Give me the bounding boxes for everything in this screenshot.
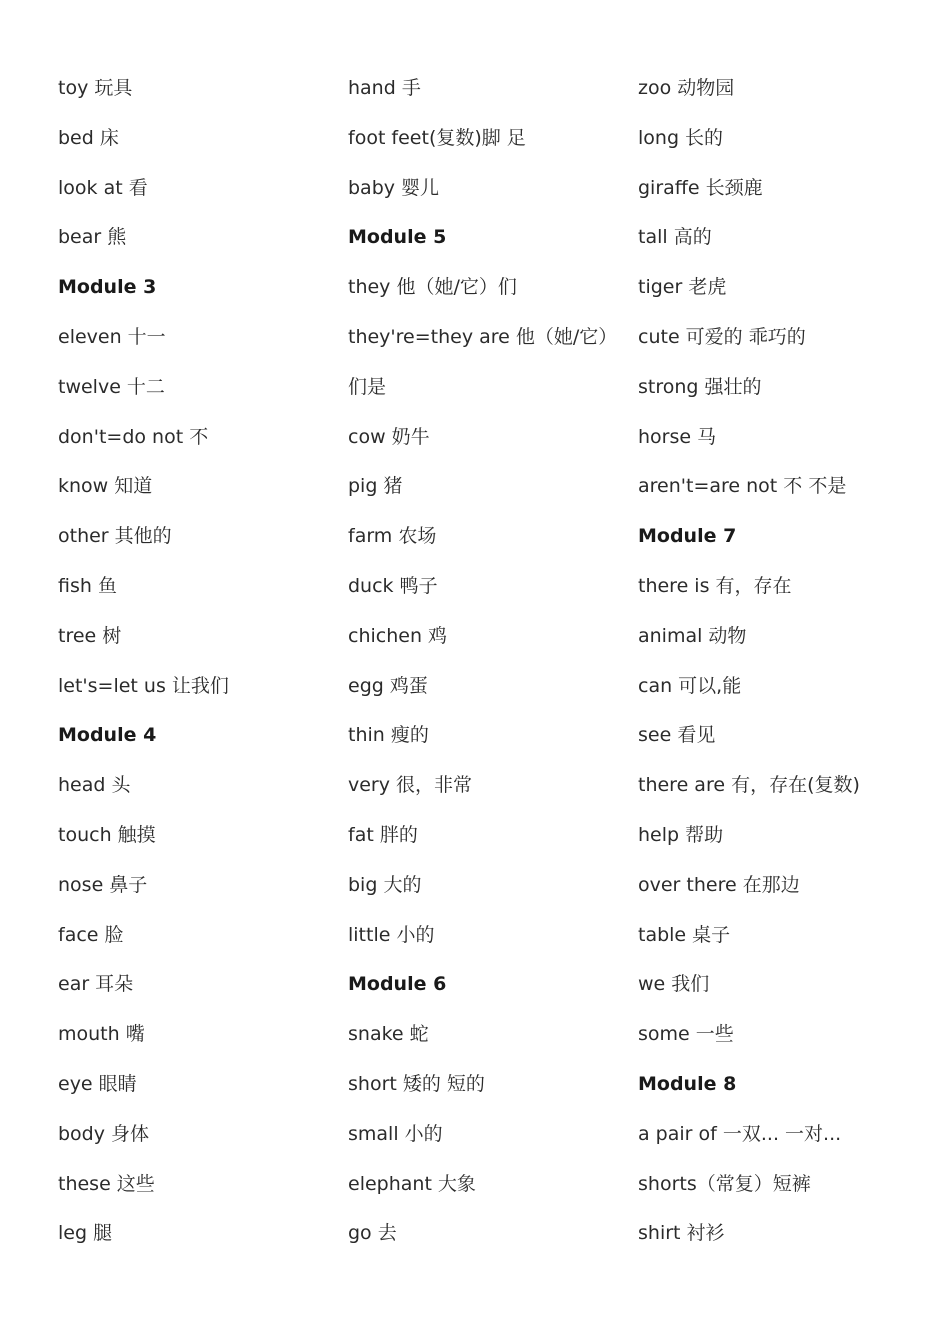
vocabulary-entry: bear 熊 [58,226,127,249]
vocabulary-entry: toy 玩具 [58,77,133,99]
vocabulary-entry: long 长的 [638,126,724,149]
vocabulary-entry: fish 鱼 [58,574,117,597]
vocabulary-entry: tall 高的 [638,226,712,249]
vocabulary-entry: body 身体 [58,1122,150,1145]
vocabulary-entry: strong 强壮的 [638,375,762,398]
vocabulary-entry: animal 动物 [638,624,747,647]
vocabulary-entry: twelve 十二 [58,375,165,398]
vocabulary-entry: hand 手 [348,77,421,99]
vocabulary-entry: zoo 动物园 [638,77,735,99]
vocabulary-entry: there are 有，存在(复数) [638,774,860,797]
vocabulary-entry: very 很，非常 [348,774,473,797]
vocabulary-entry: elephant 大象 [348,1172,476,1195]
vocabulary-entry: tree 树 [58,624,122,647]
vocabulary-entry: mouth 嘴 [58,1023,145,1046]
vocabulary-entry: ear 耳朵 [58,973,134,996]
vocabulary-entry: farm 农场 [348,525,437,548]
module-heading: Module 6 [348,973,447,996]
vocabulary-entry: aren't=are not 不 不是 [638,475,847,498]
vocabulary-entry: fat 胖的 [348,823,418,846]
vocabulary-entry: know 知道 [58,475,153,498]
vocabulary-entry: chichen 鸡 [348,624,448,647]
vocabulary-entry: we 我们 [638,973,710,996]
vocabulary-entry: thin 瘦的 [348,724,429,747]
vocabulary-entry: they're=they are 他（她/它） [348,325,618,348]
vocabulary-entry: see 看见 [638,724,716,747]
vocabulary-entry: short 矮的 短的 [348,1072,485,1095]
vocabulary-entry: don't=do not 不 [58,425,209,448]
module-heading: Module 8 [638,1072,737,1095]
vocabulary-entry: touch 触摸 [58,823,156,846]
vocabulary-entry: bed 床 [58,126,119,149]
vocabulary-entry: let's=let us 让我们 [58,674,229,697]
vocabulary-entry: pig 猪 [348,475,403,498]
module-heading: Module 7 [638,525,737,548]
vocabulary-entry: they 他（她/它）们 [348,276,517,299]
vocabulary-entry: shorts（常复）短裤 [638,1172,811,1195]
vocabulary-entry: table 桌子 [638,923,731,946]
vocabulary-entry: egg 鸡蛋 [348,674,428,697]
vocabulary-entry: foot feet(复数)脚 足 [348,126,526,149]
vocabulary-entry: other 其他的 [58,525,172,548]
vocabulary-entry: go 去 [348,1222,397,1245]
vocabulary-entry: there is 有，存在 [638,574,792,597]
vocabulary-entry: over there 在那边 [638,873,800,896]
vocabulary-column-3 [638,68,918,1263]
vocabulary-entry: baby 婴儿 [348,176,440,199]
vocabulary-entry: shirt 衬衫 [638,1222,725,1245]
vocabulary-entry: small 小的 [348,1122,443,1145]
vocabulary-column-2 [348,68,628,1263]
vocabulary-entry: tiger 老虎 [638,276,727,299]
vocabulary-entry: big 大的 [348,873,422,896]
vocabulary-entry: face 脸 [58,923,124,946]
vocabulary-entry: a pair of 一双... 一对... [638,1122,842,1145]
module-heading: Module 4 [58,724,157,747]
vocabulary-entry: 们是 [348,375,387,398]
vocabulary-entry: cute 可爱的 乖巧的 [638,325,806,348]
vocabulary-entry: help 帮助 [638,823,724,846]
vocabulary-entry: look at 看 [58,176,148,199]
module-heading: Module 5 [348,226,447,249]
vocabulary-entry: eye 眼睛 [58,1072,137,1095]
vocabulary-entry: head 头 [58,774,131,797]
vocabulary-entry: can 可以,能 [638,674,742,697]
vocabulary-entry: eleven 十一 [58,325,166,348]
vocabulary-entry: horse 马 [638,425,717,448]
vocabulary-entry: nose 鼻子 [58,873,148,896]
vocabulary-entry: some 一些 [638,1023,734,1046]
vocabulary-entry: giraffe 长颈鹿 [638,176,763,199]
module-heading: Module 3 [58,276,157,299]
vocabulary-entry: snake 蛇 [348,1023,429,1046]
vocabulary-column-1 [58,68,338,1263]
vocabulary-entry: cow 奶牛 [348,425,430,448]
vocabulary-entry: duck 鸭子 [348,574,438,597]
vocabulary-entry: leg 腿 [58,1222,113,1245]
vocabulary-entry: these 这些 [58,1172,155,1195]
vocabulary-entry: little 小的 [348,923,435,946]
